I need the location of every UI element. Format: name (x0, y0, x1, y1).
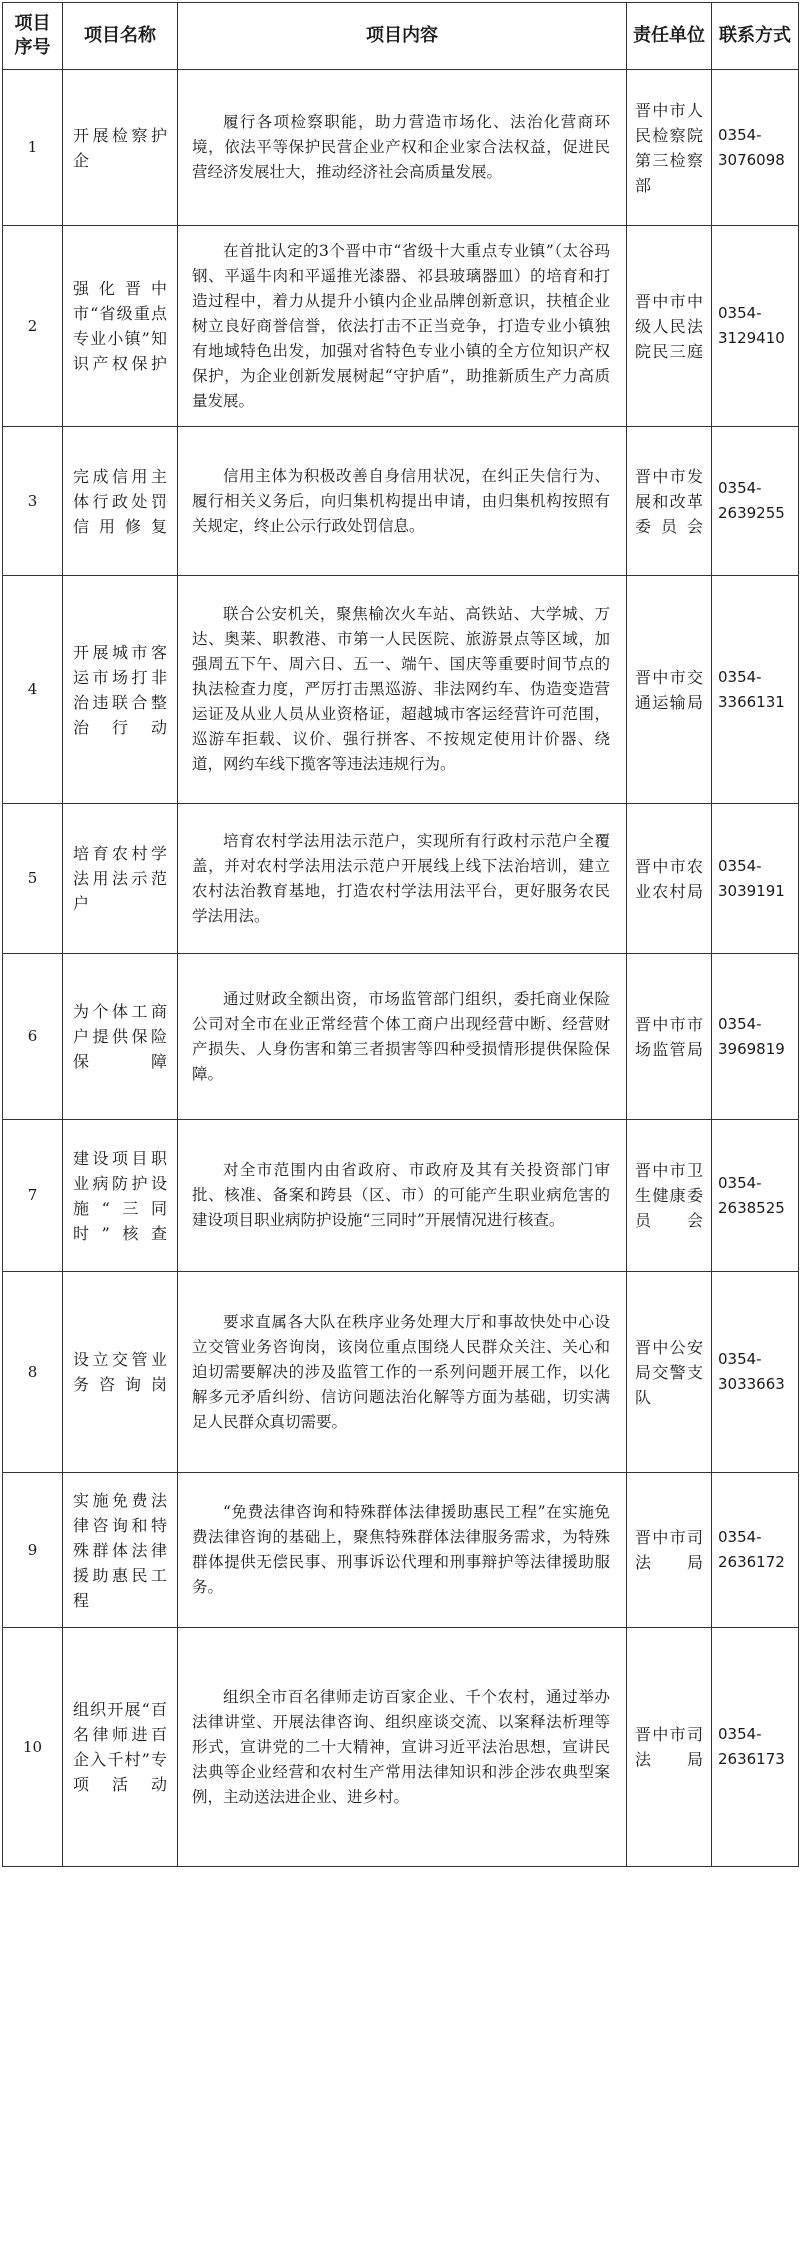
project-content: 履行各项检察职能，助力营造市场化、法治化营商环境，依法平等保护民营企业产权和企业家合法权益，促进民营经济发展壮大，推动经济社会高质量发展。 (178, 70, 627, 226)
project-content: 在首批认定的3个晋中市“省级十大重点专业镇”（太谷玛钢、平遥牛肉和平遥推光漆器、祁县玻璃器皿）的培育和打造过程中，着力从提升小镇内企业品牌创新意识，扶植企业树立良好商誉信誉，依法打击不正当竞争，打造专业小镇独有地域特色出发，加强对省特色专业小镇的全方位知识产权保护，为企业创新发展树起“守护盾”，助推新质生产力高质量发展。 (178, 226, 627, 427)
responsible-unit: 晋中市中级人民法院民三庭 (627, 226, 712, 427)
header-unit: 责任单位 (627, 3, 712, 70)
row-number: 8 (3, 1272, 63, 1473)
responsible-unit: 晋中市农业农村局 (627, 804, 712, 954)
project-name: 开展城市客运市场打非治违联合整治行动 (63, 576, 178, 804)
contact-phone: 0354-3129410 (712, 226, 799, 427)
table-row (3, 1272, 799, 1473)
responsible-unit: 晋中市司法局 (627, 1628, 712, 1867)
table-row (3, 1120, 799, 1272)
table-row (3, 1628, 799, 1867)
row-number: 1 (3, 70, 63, 226)
table-row (3, 226, 799, 427)
row-number: 7 (3, 1120, 63, 1272)
contact-phone: 0354-2639255 (712, 427, 799, 576)
projects-table (2, 2, 799, 1867)
table-row (3, 804, 799, 954)
header-name: 项目名称 (63, 3, 178, 70)
contact-phone: 0354-3076098 (712, 70, 799, 226)
project-name: 完成信用主体行政处罚信用修复 (63, 427, 178, 576)
project-name: 为个体工商户提供保险保障 (63, 954, 178, 1120)
project-name: 设立交管业务咨询岗 (63, 1272, 178, 1473)
project-content: 要求直属各大队在秩序业务处理大厅和事故快处中心设立交管业务咨询岗，该岗位重点围绕人民群众关注、关心和迫切需要解决的涉及监管工作的一系列问题开展工作，以化解多元矛盾纠纷、信访问题法治化解等方面为基础，切实满足人民群众真切需要。 (178, 1272, 627, 1473)
row-number: 2 (3, 226, 63, 427)
responsible-unit: 晋中市卫生健康委员会 (627, 1120, 712, 1272)
responsible-unit: 晋中市交通运输局 (627, 576, 712, 804)
contact-phone: 0354-2638525 (712, 1120, 799, 1272)
contact-phone: 0354-3969819 (712, 954, 799, 1120)
row-number: 6 (3, 954, 63, 1120)
contact-phone: 0354-2636173 (712, 1628, 799, 1867)
project-content: 对全市范围内由省政府、市政府及其有关投资部门审批、核准、备案和跨县（区、市）的可能产生职业病危害的建设项目职业病防护设施“三同时”开展情况进行核查。 (178, 1120, 627, 1272)
project-name: 强化晋中市“省级重点专业小镇”知识产权保护 (63, 226, 178, 427)
project-name: 开展检察护企 (63, 70, 178, 226)
header-content: 项目内容 (178, 3, 627, 70)
table-row (3, 70, 799, 226)
contact-phone: 0354-3033663 (712, 1272, 799, 1473)
contact-phone: 0354-3366131 (712, 576, 799, 804)
responsible-unit: 晋中市市场监管局 (627, 954, 712, 1120)
project-content: 信用主体为积极改善自身信用状况，在纠正失信行为、履行相关义务后，向归集机构提出申请，由归集机构按照有关规定，终止公示行政处罚信息。 (178, 427, 627, 576)
header-no: 项目序号 (3, 3, 63, 70)
header-phone: 联系方式 (712, 3, 799, 70)
row-number: 5 (3, 804, 63, 954)
row-number: 4 (3, 576, 63, 804)
responsible-unit: 晋中市发展和改革委员会 (627, 427, 712, 576)
project-name: 建设项目职业病防护设施“三同时”核查 (63, 1120, 178, 1272)
table-row (3, 1473, 799, 1628)
project-name: 实施免费法律咨询和特殊群体法律援助惠民工程 (63, 1473, 178, 1628)
project-content: 通过财政全额出资，市场监管部门组织，委托商业保险公司对全市在业正常经营个体工商户出现经营中断、经营财产损失、人身伤害和第三者损害等四种受损情形提供保险保障。 (178, 954, 627, 1120)
project-content: 组织全市百名律师走访百家企业、千个农村，通过举办法律讲堂、开展法律咨询、组织座谈交流、以案释法析理等形式，宣讲党的二十大精神，宣讲习近平法治思想，宣讲民法典等企业经营和农村生产常用法律知识和涉企涉农典型案例，主动送法进企业、进乡村。 (178, 1628, 627, 1867)
responsible-unit: 晋中市人民检察院第三检察部 (627, 70, 712, 226)
table-row (3, 427, 799, 576)
responsible-unit: 晋中公安局交警支队 (627, 1272, 712, 1473)
responsible-unit: 晋中市司法局 (627, 1473, 712, 1628)
contact-phone: 0354-2636172 (712, 1473, 799, 1628)
header-row (3, 3, 799, 70)
table-row (3, 954, 799, 1120)
project-content: “免费法律咨询和特殊群体法律援助惠民工程”在实施免费法律咨询的基础上，聚焦特殊群体法律服务需求，为特殊群体提供无偿民事、刑事诉讼代理和刑事辩护等法律援助服务。 (178, 1473, 627, 1628)
contact-phone: 0354-3039191 (712, 804, 799, 954)
table-row (3, 576, 799, 804)
row-number: 10 (3, 1628, 63, 1867)
row-number: 9 (3, 1473, 63, 1628)
project-content: 联合公安机关，聚焦榆次火车站、高铁站、大学城、万达、奥莱、职教港、市第一人民医院、旅游景点等区域，加强周五下午、周六日、五一、端午、国庆等重要时间节点的执法检查力度，严厉打击黑巡游、非法网约车、伪造变造营运证及从业人员从业资格证，超越城市客运经营许可范围，巡游车拒载、议价、强行拼客、不按规定使用计价器、绕道，网约车线下揽客等违法违规行为。 (178, 576, 627, 804)
row-number: 3 (3, 427, 63, 576)
project-name: 组织开展“百名律师进百企入千村”专项活动 (63, 1628, 178, 1867)
project-content: 培育农村学法用法示范户，实现所有行政村示范户全覆盖，并对农村学法用法示范户开展线上线下法治培训，建立农村法治教育基地，打造农村学法用法平台，更好服务农民学法用法。 (178, 804, 627, 954)
project-name: 培育农村学法用法示范户 (63, 804, 178, 954)
